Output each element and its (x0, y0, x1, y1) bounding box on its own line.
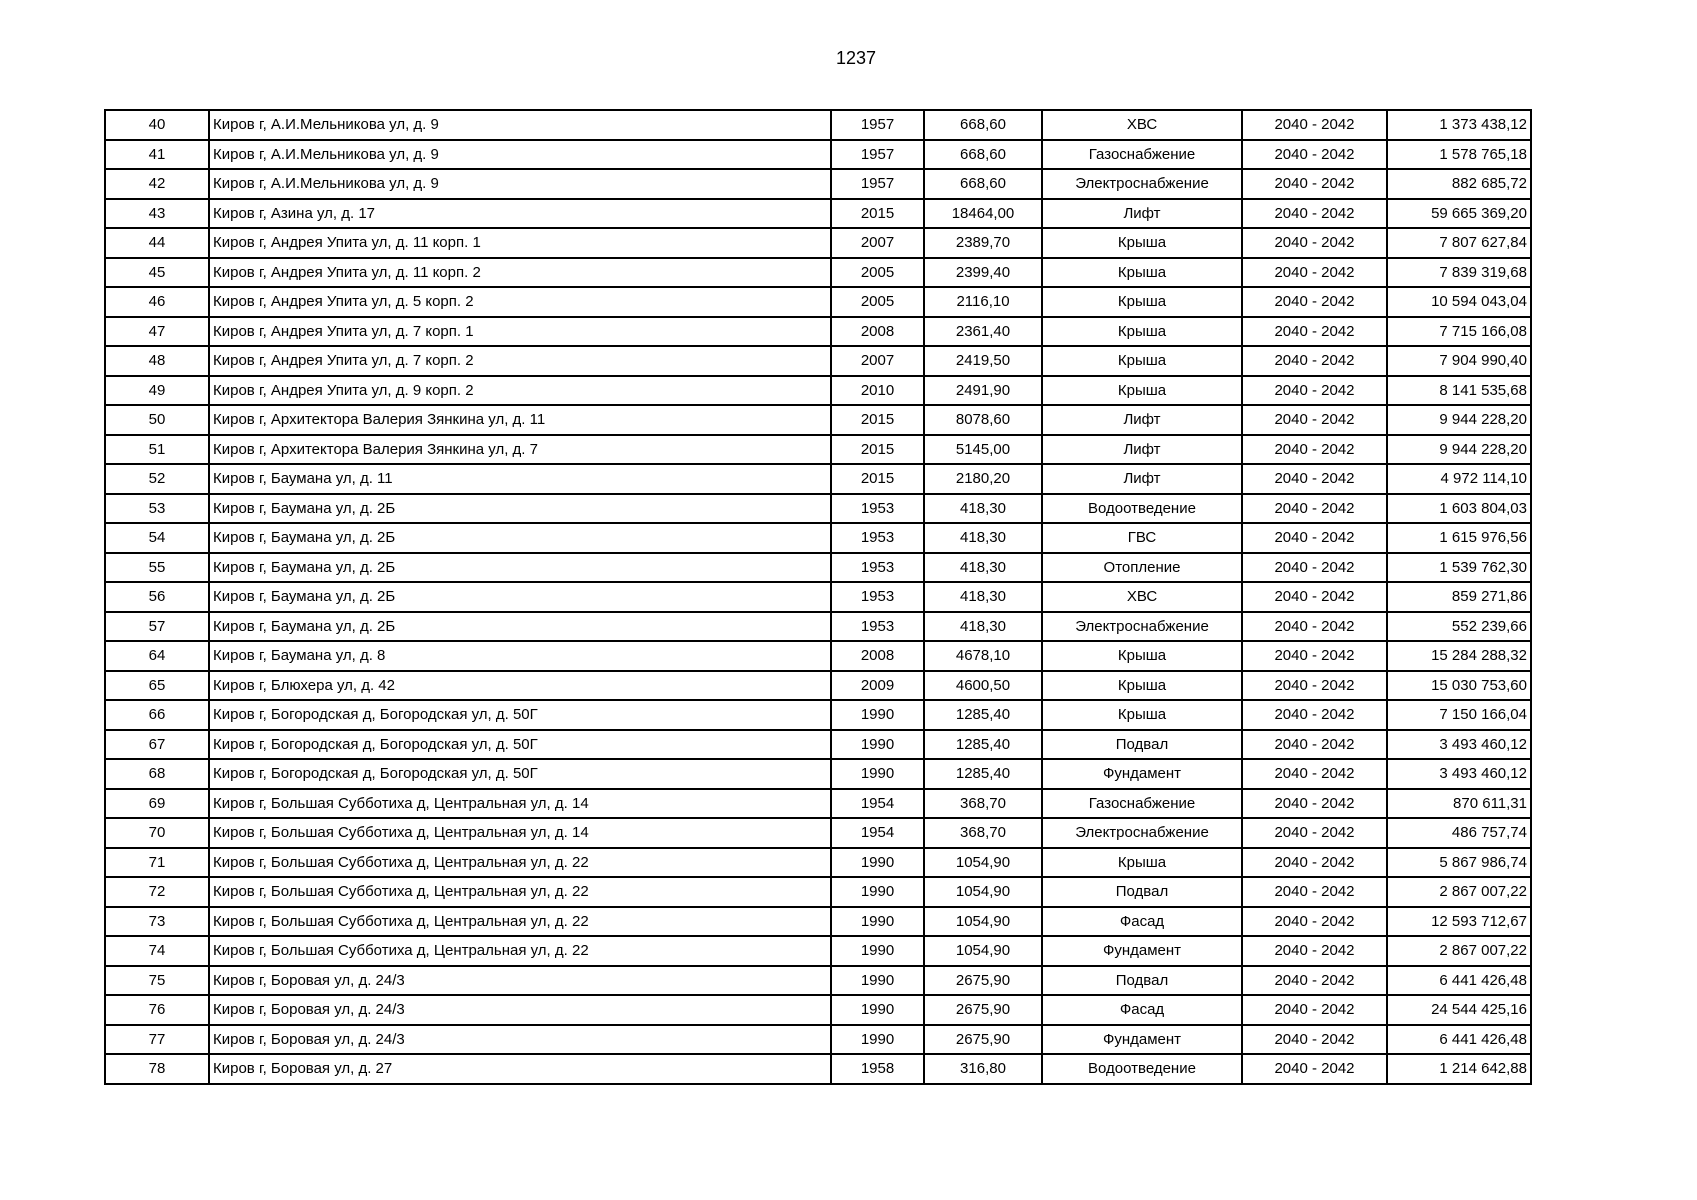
table-row (105, 110, 1531, 140)
table-row (105, 789, 1531, 819)
address-cell: Киров г, Андрея Упита ул, д. 7 корп. 2 (209, 346, 831, 376)
area-cell: 4678,10 (924, 641, 1042, 671)
year-cell: 2015 (831, 405, 924, 435)
work-type-cell: Электроснабжение (1042, 818, 1242, 848)
work-type-cell: Лифт (1042, 464, 1242, 494)
period-cell: 2040 - 2042 (1242, 199, 1387, 229)
row-number-cell: 49 (105, 376, 209, 406)
cost-cell: 7 904 990,40 (1387, 346, 1531, 376)
year-cell: 1953 (831, 612, 924, 642)
work-type-cell: Электроснабжение (1042, 612, 1242, 642)
cost-cell: 1 539 762,30 (1387, 553, 1531, 583)
period-cell: 2040 - 2042 (1242, 228, 1387, 258)
cost-cell: 10 594 043,04 (1387, 287, 1531, 317)
table-row (105, 641, 1531, 671)
work-type-cell: ГВС (1042, 523, 1242, 553)
cost-cell: 1 214 642,88 (1387, 1054, 1531, 1084)
period-cell: 2040 - 2042 (1242, 1054, 1387, 1084)
cost-cell: 8 141 535,68 (1387, 376, 1531, 406)
period-cell: 2040 - 2042 (1242, 435, 1387, 465)
cost-cell: 859 271,86 (1387, 582, 1531, 612)
year-cell: 2007 (831, 228, 924, 258)
area-cell: 418,30 (924, 523, 1042, 553)
table-row (105, 995, 1531, 1025)
cost-cell: 882 685,72 (1387, 169, 1531, 199)
area-cell: 1285,40 (924, 759, 1042, 789)
period-cell: 2040 - 2042 (1242, 671, 1387, 701)
period-cell: 2040 - 2042 (1242, 759, 1387, 789)
row-number-cell: 72 (105, 877, 209, 907)
work-type-cell: Крыша (1042, 376, 1242, 406)
row-number-cell: 47 (105, 317, 209, 347)
row-number-cell: 65 (105, 671, 209, 701)
period-cell: 2040 - 2042 (1242, 169, 1387, 199)
period-cell: 2040 - 2042 (1242, 582, 1387, 612)
year-cell: 2005 (831, 258, 924, 288)
period-cell: 2040 - 2042 (1242, 1025, 1387, 1055)
table-row (105, 671, 1531, 701)
work-type-cell: Крыша (1042, 346, 1242, 376)
row-number-cell: 43 (105, 199, 209, 229)
area-cell: 2491,90 (924, 376, 1042, 406)
data-table (104, 109, 1532, 1085)
cost-cell: 7 715 166,08 (1387, 317, 1531, 347)
address-cell: Киров г, Архитектора Валерия Зянкина ул, д. 11 (209, 405, 831, 435)
year-cell: 1954 (831, 818, 924, 848)
year-cell: 2009 (831, 671, 924, 701)
cost-cell: 1 615 976,56 (1387, 523, 1531, 553)
area-cell: 2675,90 (924, 966, 1042, 996)
year-cell: 1990 (831, 877, 924, 907)
period-cell: 2040 - 2042 (1242, 907, 1387, 937)
cost-cell: 59 665 369,20 (1387, 199, 1531, 229)
cost-cell: 3 493 460,12 (1387, 759, 1531, 789)
table-row (105, 169, 1531, 199)
area-cell: 668,60 (924, 110, 1042, 140)
table-row (105, 966, 1531, 996)
row-number-cell: 53 (105, 494, 209, 524)
period-cell: 2040 - 2042 (1242, 848, 1387, 878)
address-cell: Киров г, Богородская д, Богородская ул, д. 50Г (209, 759, 831, 789)
year-cell: 2010 (831, 376, 924, 406)
work-type-cell: Подвал (1042, 730, 1242, 760)
work-type-cell: Крыша (1042, 641, 1242, 671)
address-cell: Киров г, Богородская д, Богородская ул, д. 50Г (209, 730, 831, 760)
area-cell: 2361,40 (924, 317, 1042, 347)
work-type-cell: Газоснабжение (1042, 140, 1242, 170)
work-type-cell: Лифт (1042, 405, 1242, 435)
row-number-cell: 67 (105, 730, 209, 760)
year-cell: 2008 (831, 317, 924, 347)
address-cell: Киров г, Архитектора Валерия Зянкина ул, д. 7 (209, 435, 831, 465)
address-cell: Киров г, Баумана ул, д. 2Б (209, 494, 831, 524)
period-cell: 2040 - 2042 (1242, 376, 1387, 406)
year-cell: 1953 (831, 494, 924, 524)
table-row (105, 317, 1531, 347)
year-cell: 2015 (831, 199, 924, 229)
period-cell: 2040 - 2042 (1242, 140, 1387, 170)
address-cell: Киров г, А.И.Мельникова ул, д. 9 (209, 169, 831, 199)
address-cell: Киров г, Большая Субботиха д, Центральная ул, д. 22 (209, 848, 831, 878)
year-cell: 1990 (831, 907, 924, 937)
cost-cell: 870 611,31 (1387, 789, 1531, 819)
year-cell: 2007 (831, 346, 924, 376)
area-cell: 2675,90 (924, 995, 1042, 1025)
work-type-cell: ХВС (1042, 582, 1242, 612)
address-cell: Киров г, Большая Субботиха д, Центральная ул, д. 22 (209, 907, 831, 937)
year-cell: 1990 (831, 730, 924, 760)
address-cell: Киров г, Большая Субботиха д, Центральная ул, д. 22 (209, 877, 831, 907)
address-cell: Киров г, Баумана ул, д. 8 (209, 641, 831, 671)
area-cell: 1054,90 (924, 877, 1042, 907)
year-cell: 1990 (831, 995, 924, 1025)
address-cell: Киров г, Блюхера ул, д. 42 (209, 671, 831, 701)
address-cell: Киров г, Андрея Упита ул, д. 11 корп. 1 (209, 228, 831, 258)
work-type-cell: Отопление (1042, 553, 1242, 583)
table-row (105, 258, 1531, 288)
cost-cell: 4 972 114,10 (1387, 464, 1531, 494)
cost-cell: 7 839 319,68 (1387, 258, 1531, 288)
address-cell: Киров г, Баумана ул, д. 2Б (209, 523, 831, 553)
year-cell: 1990 (831, 700, 924, 730)
work-type-cell: Крыша (1042, 700, 1242, 730)
cost-cell: 15 284 288,32 (1387, 641, 1531, 671)
period-cell: 2040 - 2042 (1242, 700, 1387, 730)
table-row (105, 494, 1531, 524)
year-cell: 2015 (831, 435, 924, 465)
address-cell: Киров г, А.И.Мельникова ул, д. 9 (209, 110, 831, 140)
period-cell: 2040 - 2042 (1242, 789, 1387, 819)
table-row (105, 553, 1531, 583)
area-cell: 368,70 (924, 818, 1042, 848)
year-cell: 2005 (831, 287, 924, 317)
row-number-cell: 68 (105, 759, 209, 789)
year-cell: 1990 (831, 759, 924, 789)
row-number-cell: 42 (105, 169, 209, 199)
table-row (105, 582, 1531, 612)
row-number-cell: 41 (105, 140, 209, 170)
work-type-cell: Электроснабжение (1042, 169, 1242, 199)
work-type-cell: Водоотведение (1042, 494, 1242, 524)
table-row (105, 346, 1531, 376)
work-type-cell: Фасад (1042, 995, 1242, 1025)
address-cell: Киров г, Большая Субботиха д, Центральная ул, д. 22 (209, 936, 831, 966)
row-number-cell: 55 (105, 553, 209, 583)
address-cell: Киров г, Андрея Упита ул, д. 9 корп. 2 (209, 376, 831, 406)
period-cell: 2040 - 2042 (1242, 110, 1387, 140)
row-number-cell: 64 (105, 641, 209, 671)
area-cell: 316,80 (924, 1054, 1042, 1084)
row-number-cell: 69 (105, 789, 209, 819)
table-row (105, 435, 1531, 465)
area-cell: 418,30 (924, 582, 1042, 612)
row-number-cell: 52 (105, 464, 209, 494)
period-cell: 2040 - 2042 (1242, 494, 1387, 524)
cost-cell: 6 441 426,48 (1387, 1025, 1531, 1055)
work-type-cell: Крыша (1042, 671, 1242, 701)
row-number-cell: 76 (105, 995, 209, 1025)
cost-cell: 552 239,66 (1387, 612, 1531, 642)
cost-cell: 486 757,74 (1387, 818, 1531, 848)
cost-cell: 3 493 460,12 (1387, 730, 1531, 760)
table-row (105, 730, 1531, 760)
area-cell: 1054,90 (924, 848, 1042, 878)
period-cell: 2040 - 2042 (1242, 523, 1387, 553)
address-cell: Киров г, А.И.Мельникова ул, д. 9 (209, 140, 831, 170)
area-cell: 1054,90 (924, 907, 1042, 937)
cost-cell: 9 944 228,20 (1387, 435, 1531, 465)
work-type-cell: Фундамент (1042, 759, 1242, 789)
cost-cell: 1 603 804,03 (1387, 494, 1531, 524)
address-cell: Киров г, Боровая ул, д. 24/3 (209, 966, 831, 996)
area-cell: 2389,70 (924, 228, 1042, 258)
year-cell: 1953 (831, 523, 924, 553)
address-cell: Киров г, Азина ул, д. 17 (209, 199, 831, 229)
row-number-cell: 71 (105, 848, 209, 878)
work-type-cell: Газоснабжение (1042, 789, 1242, 819)
cost-cell: 2 867 007,22 (1387, 877, 1531, 907)
row-number-cell: 66 (105, 700, 209, 730)
year-cell: 1957 (831, 169, 924, 199)
table-row (105, 199, 1531, 229)
period-cell: 2040 - 2042 (1242, 464, 1387, 494)
cost-cell: 9 944 228,20 (1387, 405, 1531, 435)
period-cell: 2040 - 2042 (1242, 612, 1387, 642)
year-cell: 1958 (831, 1054, 924, 1084)
cost-cell: 24 544 425,16 (1387, 995, 1531, 1025)
address-cell: Киров г, Баумана ул, д. 2Б (209, 612, 831, 642)
table-row (105, 140, 1531, 170)
address-cell: Киров г, Боровая ул, д. 24/3 (209, 1025, 831, 1055)
cost-cell: 15 030 753,60 (1387, 671, 1531, 701)
table-row (105, 287, 1531, 317)
work-type-cell: Крыша (1042, 287, 1242, 317)
area-cell: 5145,00 (924, 435, 1042, 465)
area-cell: 368,70 (924, 789, 1042, 819)
period-cell: 2040 - 2042 (1242, 730, 1387, 760)
row-number-cell: 45 (105, 258, 209, 288)
period-cell: 2040 - 2042 (1242, 405, 1387, 435)
year-cell: 1957 (831, 110, 924, 140)
table-row (105, 907, 1531, 937)
period-cell: 2040 - 2042 (1242, 877, 1387, 907)
period-cell: 2040 - 2042 (1242, 317, 1387, 347)
row-number-cell: 44 (105, 228, 209, 258)
table-row (105, 376, 1531, 406)
area-cell: 418,30 (924, 553, 1042, 583)
table-row (105, 818, 1531, 848)
work-type-cell: Фасад (1042, 907, 1242, 937)
row-number-cell: 57 (105, 612, 209, 642)
area-cell: 418,30 (924, 612, 1042, 642)
row-number-cell: 73 (105, 907, 209, 937)
area-cell: 668,60 (924, 169, 1042, 199)
row-number-cell: 75 (105, 966, 209, 996)
year-cell: 2008 (831, 641, 924, 671)
row-number-cell: 70 (105, 818, 209, 848)
address-cell: Киров г, Баумана ул, д. 2Б (209, 582, 831, 612)
area-cell: 18464,00 (924, 199, 1042, 229)
area-cell: 418,30 (924, 494, 1042, 524)
table-row (105, 612, 1531, 642)
period-cell: 2040 - 2042 (1242, 936, 1387, 966)
table-row (105, 759, 1531, 789)
year-cell: 1990 (831, 1025, 924, 1055)
address-cell: Киров г, Андрея Упита ул, д. 5 корп. 2 (209, 287, 831, 317)
work-type-cell: Крыша (1042, 258, 1242, 288)
page-number: 1237 (835, 48, 877, 68)
table-row (105, 405, 1531, 435)
year-cell: 1990 (831, 936, 924, 966)
work-type-cell: Фундамент (1042, 936, 1242, 966)
year-cell: 1957 (831, 140, 924, 170)
address-cell: Киров г, Богородская д, Богородская ул, д. 50Г (209, 700, 831, 730)
address-cell: Киров г, Баумана ул, д. 11 (209, 464, 831, 494)
period-cell: 2040 - 2042 (1242, 287, 1387, 317)
work-type-cell: Крыша (1042, 228, 1242, 258)
cost-cell: 1 578 765,18 (1387, 140, 1531, 170)
work-type-cell: Подвал (1042, 877, 1242, 907)
period-cell: 2040 - 2042 (1242, 553, 1387, 583)
row-number-cell: 48 (105, 346, 209, 376)
area-cell: 1054,90 (924, 936, 1042, 966)
work-type-cell: Фундамент (1042, 1025, 1242, 1055)
address-cell: Киров г, Большая Субботиха д, Центральная ул, д. 14 (209, 789, 831, 819)
address-cell: Киров г, Баумана ул, д. 2Б (209, 553, 831, 583)
address-cell: Киров г, Андрея Упита ул, д. 11 корп. 2 (209, 258, 831, 288)
table-row (105, 877, 1531, 907)
area-cell: 1285,40 (924, 730, 1042, 760)
table-row (105, 936, 1531, 966)
address-cell: Киров г, Боровая ул, д. 27 (209, 1054, 831, 1084)
area-cell: 2419,50 (924, 346, 1042, 376)
row-number-cell: 78 (105, 1054, 209, 1084)
period-cell: 2040 - 2042 (1242, 966, 1387, 996)
area-cell: 2180,20 (924, 464, 1042, 494)
address-cell: Киров г, Боровая ул, д. 24/3 (209, 995, 831, 1025)
table-row (105, 848, 1531, 878)
address-cell: Киров г, Андрея Упита ул, д. 7 корп. 1 (209, 317, 831, 347)
table-row (105, 464, 1531, 494)
area-cell: 668,60 (924, 140, 1042, 170)
period-cell: 2040 - 2042 (1242, 258, 1387, 288)
table-row (105, 700, 1531, 730)
address-cell: Киров г, Большая Субботиха д, Центральная ул, д. 14 (209, 818, 831, 848)
year-cell: 1954 (831, 789, 924, 819)
period-cell: 2040 - 2042 (1242, 818, 1387, 848)
area-cell: 1285,40 (924, 700, 1042, 730)
work-type-cell: Крыша (1042, 317, 1242, 347)
row-number-cell: 74 (105, 936, 209, 966)
year-cell: 1953 (831, 582, 924, 612)
work-type-cell: Крыша (1042, 848, 1242, 878)
area-cell: 2399,40 (924, 258, 1042, 288)
year-cell: 1990 (831, 848, 924, 878)
cost-cell: 7 150 166,04 (1387, 700, 1531, 730)
work-type-cell: Подвал (1042, 966, 1242, 996)
year-cell: 2015 (831, 464, 924, 494)
cost-cell: 1 373 438,12 (1387, 110, 1531, 140)
work-type-cell: Водоотведение (1042, 1054, 1242, 1084)
year-cell: 1953 (831, 553, 924, 583)
period-cell: 2040 - 2042 (1242, 641, 1387, 671)
row-number-cell: 56 (105, 582, 209, 612)
work-type-cell: ХВС (1042, 110, 1242, 140)
cost-cell: 6 441 426,48 (1387, 966, 1531, 996)
row-number-cell: 40 (105, 110, 209, 140)
area-cell: 2116,10 (924, 287, 1042, 317)
table-body (105, 110, 1531, 1084)
table-row (105, 523, 1531, 553)
area-cell: 2675,90 (924, 1025, 1042, 1055)
row-number-cell: 77 (105, 1025, 209, 1055)
table-row (105, 1025, 1531, 1055)
cost-cell: 5 867 986,74 (1387, 848, 1531, 878)
period-cell: 2040 - 2042 (1242, 995, 1387, 1025)
area-cell: 4600,50 (924, 671, 1042, 701)
cost-cell: 2 867 007,22 (1387, 936, 1531, 966)
cost-cell: 7 807 627,84 (1387, 228, 1531, 258)
area-cell: 8078,60 (924, 405, 1042, 435)
table-row (105, 1054, 1531, 1084)
row-number-cell: 54 (105, 523, 209, 553)
table-row (105, 228, 1531, 258)
work-type-cell: Лифт (1042, 435, 1242, 465)
row-number-cell: 51 (105, 435, 209, 465)
work-type-cell: Лифт (1042, 199, 1242, 229)
year-cell: 1990 (831, 966, 924, 996)
row-number-cell: 50 (105, 405, 209, 435)
cost-cell: 12 593 712,67 (1387, 907, 1531, 937)
period-cell: 2040 - 2042 (1242, 346, 1387, 376)
row-number-cell: 46 (105, 287, 209, 317)
